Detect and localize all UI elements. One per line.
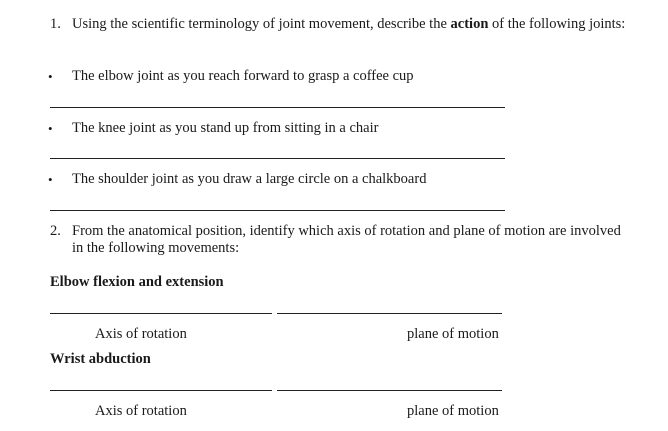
plane-answer-line-2[interactable]	[277, 390, 502, 391]
plane-answer-line-1[interactable]	[277, 313, 502, 314]
axis-label-1: Axis of rotation	[95, 326, 187, 342]
item-1-text: The elbow joint as you reach forward to grasp a coffee cup	[72, 68, 414, 84]
question-1-text-part2: of the following joints:	[488, 16, 626, 32]
question-1-text	[72, 16, 632, 33]
plane-label-1: plane of motion	[407, 326, 499, 342]
question-1-bold-word: action	[450, 16, 489, 32]
plane-label-2: plane of motion	[407, 403, 499, 419]
question-1-number: 1.	[50, 16, 61, 32]
bullet-3: •	[48, 172, 53, 187]
answer-line-3[interactable]	[50, 210, 505, 211]
question-2-number: 2.	[50, 223, 61, 239]
question-2-text: From the anatomical position, identify which axis of rotation and plane of motion are involved in the following movements:	[72, 223, 621, 256]
movement-1-heading: Elbow flexion and extension	[50, 274, 224, 290]
axis-answer-line-1[interactable]	[50, 313, 272, 314]
question-1-text-part1: Using the scientific terminology of joint movement, describe the	[72, 16, 451, 32]
item-2-text: The knee joint as you stand up from sitting in a chair	[72, 120, 379, 136]
answer-line-2[interactable]	[50, 158, 505, 159]
item-3-text: The shoulder joint as you draw a large circle on a chalkboard	[72, 171, 427, 187]
axis-label-2: Axis of rotation	[95, 403, 187, 419]
movement-2-heading: Wrist abduction	[50, 351, 151, 367]
axis-answer-line-2[interactable]	[50, 390, 272, 391]
bullet-1: •	[48, 69, 53, 84]
answer-line-1[interactable]	[50, 107, 505, 108]
bullet-2: •	[48, 121, 53, 136]
